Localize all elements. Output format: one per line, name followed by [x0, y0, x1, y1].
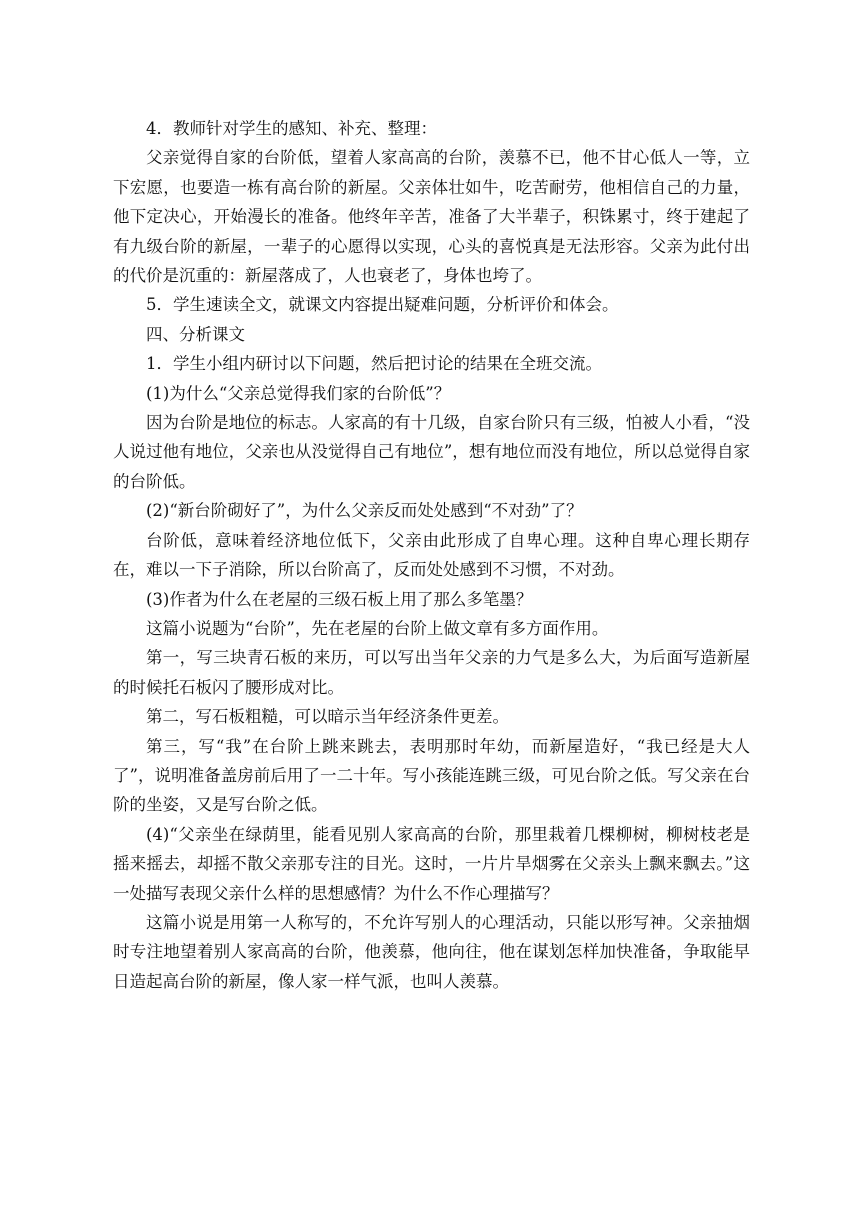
- question-1: (1)为什么“父亲总觉得我们家的台阶低”？: [146, 383, 451, 403]
- answer-3-point-3: 第三，写“我”在台阶上跳来跳去，表明那时年幼，而新屋造好，“我已经是大人了”，说明准备盖房前后用了一二十年。写小孩能连跳三级，可见台阶之低。写父亲在台阶的坐姿，又是写台阶之低。: [113, 736, 750, 815]
- document-body: [113, 114, 750, 996]
- question-2: (2)“新台阶砌好了”，为什么父亲反而处处感到“不对劲”了？: [146, 501, 583, 521]
- answer-1: 因为台阶是地位的标志。人家高的有十几级，自家台阶只有三级，怕被人小看，“没人说过他有地位，父亲也从没觉得自己有地位”，想有地位而没有地位，所以总觉得自家的台阶低。: [113, 413, 750, 491]
- list-item-group-discussion: 1．学生小组内研讨以下问题，然后把讨论的结果在全班交流。: [146, 354, 602, 374]
- answer-4: 这篇小说是用第一人称写的，不允许写别人的心理活动，只能以形写神。父亲抽烟时专注地望着别人家高高的台阶，他羡慕，他向往，他在谋划怎样加快准备，争取能早日造起高台阶的新屋，像人家一样气派，也叫人羡慕。: [113, 912, 750, 991]
- question-3: (3)作者为什么在老屋的三级石板上用了那么多笔墨？: [146, 589, 533, 609]
- answer-3-intro: 这篇小说题为“台阶”，先在老屋的台阶上做文章有多方面作用。: [146, 618, 609, 638]
- paragraph-father-summary: 父亲觉得自家的台阶低，望着人家高高的台阶，羡慕不已，他不甘心低人一等，立下宏愿，也要造一栋有高台阶的新屋。父亲体壮如牛，吃苦耐劳，他相信自己的力量，他下定决心，开始漫长的准备。他终年辛苦，准备了大半辈子，积铢累寸，终于建起了有九级台阶的新屋，一辈子的心愿得以实现，心头的喜悦真是无法形容。父亲为此付出的代价是沉重的：新屋落成了，人也衰老了，身体也垮了。: [113, 148, 750, 286]
- question-4: (4)“父亲坐在绿荫里，能看见别人家高高的台阶，那里栽着几棵柳树，柳树枝老是摇来摇去，却摇不散父亲那专注的目光。这时，一片片旱烟雾在父亲头上飘来飘去。”这一处描写表现父亲什么样的思想感情？为什么不作心理描写？: [113, 824, 750, 903]
- list-item-speed-reading: 5．学生速读全文，就课文内容提出疑难问题，分析评价和体会。: [146, 295, 619, 315]
- answer-2: 台阶低，意味着经济地位低下，父亲由此形成了自卑心理。这种自卑心理长期存在，难以一下子消除，所以台阶高了，反而处处感到不习惯，不对劲。: [113, 530, 750, 580]
- list-item-teacher-summary: 4．教师针对学生的感知、补充、整理：: [146, 119, 437, 138]
- answer-3-point-1: 第一，写三块青石板的来历，可以写出当年父亲的力气是多么大，为后面写造新屋的时候托石板闪了腰形成对比。: [113, 648, 750, 697]
- section-heading-analysis: 四、分析课文: [146, 324, 245, 344]
- answer-3-point-2: 第二，写石板粗糙，可以暗示当年经济条件更差。: [146, 707, 509, 727]
